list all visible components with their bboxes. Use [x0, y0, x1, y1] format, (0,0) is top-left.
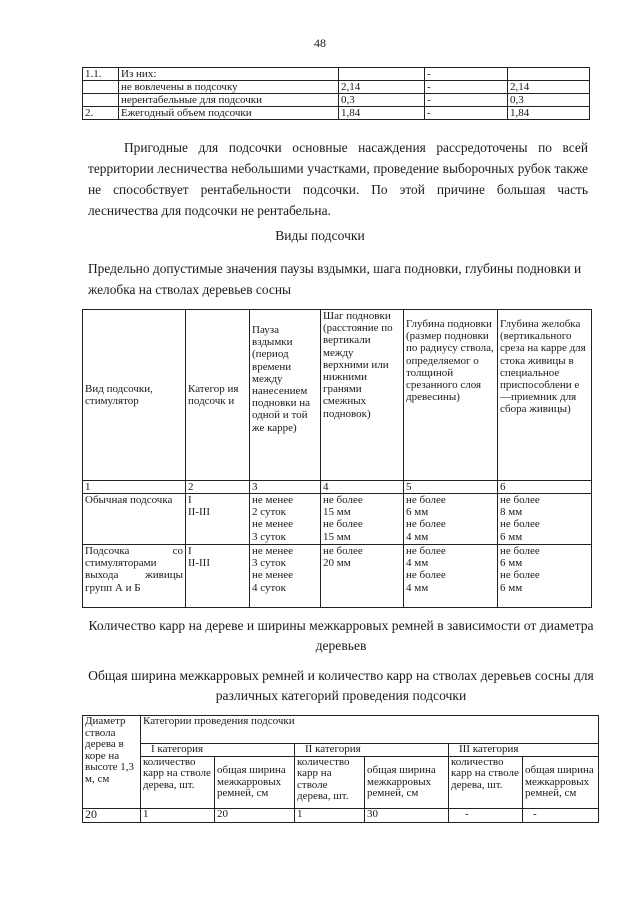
groove-cell: не более 8 мм не более 6 мм [498, 494, 592, 545]
sub-width: общая ширина межкарровых ремней, см [215, 756, 295, 808]
groove-cell: не более 6 мм не более 6 мм [498, 545, 592, 608]
row-number [83, 81, 119, 94]
header-row [83, 756, 599, 808]
column-number: 4 [321, 481, 404, 494]
step-cell: не более 15 мм не более 15 мм [321, 494, 404, 545]
header-groove: Глубина желобка (вертикального среза на карре для стока живицы в специальное приспособлени е —приемник для сбора живицы) [498, 310, 592, 481]
column-number: 3 [250, 481, 321, 494]
paragraph-limits: Предельно допустимые значения паузы вздымки, шага подновки, глубины подновки и желобка на стволах деревьев сосны [88, 261, 582, 297]
step-cell: не более 20 мм [321, 545, 404, 608]
value-cell: - [425, 107, 508, 120]
value-cell: - [425, 68, 508, 81]
tapping-parameters-table [82, 309, 592, 608]
row-number [83, 94, 119, 107]
value-cell: 1,84 [339, 107, 425, 120]
sub-count: количество карр на стволе дерева, шт. [295, 756, 365, 808]
header-step: Шаг подновки (расстояние по вертикали между верхними или нижними гранями смежных подновок) [321, 310, 404, 481]
value-cell [508, 68, 590, 81]
tapping-type: Подсочка со стимуляторами выхода живицы групп А и Б [83, 545, 186, 608]
sub-width: общая ширина межкарровых ремней, см [523, 756, 599, 808]
value-cell: 30 [365, 809, 449, 823]
table-row [83, 545, 592, 608]
value-cell: 0,3 [508, 94, 590, 107]
row-number: 2. [83, 107, 119, 120]
header-depth: Глубина подновки (размер подновки по радиусу ствола, определяемог о толщиной срезанного слоя древесины) [404, 310, 498, 481]
table-row [83, 107, 590, 120]
value-cell: - [523, 809, 599, 823]
value-cell: 20 [215, 809, 295, 823]
carres-table [82, 715, 599, 823]
header-row [83, 310, 592, 481]
value-cell: 2,14 [339, 81, 425, 94]
row-name: нерентабельные для подсочки [119, 94, 339, 107]
value-cell: 1 [295, 809, 365, 823]
depth-cell: не более 4 мм не более 4 мм [404, 545, 498, 608]
header-pause: Пауза вздымки (период времени между нанесением подновки на одной и той же карре) [250, 310, 321, 481]
row-name: Из них: [119, 68, 339, 81]
depth-cell: не более 6 мм не более 4 мм [404, 494, 498, 545]
tapping-type: Обычная подсочка [83, 494, 186, 545]
column-number: 5 [404, 481, 498, 494]
sub-count: количество карр на стволе дерева, шт. [141, 756, 215, 808]
category-1: I категория [141, 743, 295, 756]
heading-tapping-types: Виды подсочки [275, 228, 365, 243]
header-row [83, 716, 599, 744]
value-cell: - [449, 809, 523, 823]
column-number: 6 [498, 481, 592, 494]
row-number: 1.1. [83, 68, 119, 81]
table-row [83, 81, 590, 94]
column-numbers-row [83, 481, 592, 494]
pause-cell: не менее 2 суток не менее 3 суток [250, 494, 321, 545]
table-row [83, 809, 599, 823]
table-row [83, 494, 592, 545]
value-cell: - [425, 81, 508, 94]
value-cell [339, 68, 425, 81]
value-cell: 2,14 [508, 81, 590, 94]
header-category: Категор ия подсочк и [186, 310, 250, 481]
value-cell: 1,84 [508, 107, 590, 120]
page-number: 48 [314, 36, 326, 50]
value-cell: - [425, 94, 508, 107]
header-row [83, 743, 599, 756]
category-3: III категория [449, 743, 599, 756]
table-row [83, 68, 590, 81]
pause-cell: не менее 3 суток не менее 4 суток [250, 545, 321, 608]
heading-total-width: Общая ширина межкарровых ремней и количество карр на стволах деревьев сосны для различных категорий проведения подсочки [88, 668, 594, 703]
paragraph-profitability: Пригодные для подсочки основные насаждения рассредоточены по всей территории лесничества небольшими участками, проведение выборочных рубок также не способствует рентабельности подсочки. По этой причине большая часть лесничества для подсочки не рентабельна. [88, 140, 588, 218]
category-cell: I II-III [186, 494, 250, 545]
column-number: 2 [186, 481, 250, 494]
row-name: Ежегодный объем подсочки [119, 107, 339, 120]
volume-table [82, 67, 590, 120]
value-cell: 0,3 [339, 94, 425, 107]
sub-width: общая ширина межкарровых ремней, см [365, 756, 449, 808]
heading-carres-count: Количество карр на дереве и ширины межкарровых ремней в зависимости от диаметра деревьев [88, 618, 594, 653]
header-type: Вид подсочки, стимулятор [83, 310, 186, 481]
table-row [83, 94, 590, 107]
header-categories: Категории проведения подсочки [141, 716, 599, 744]
diameter-cell: 20 [83, 809, 141, 823]
category-cell: I II-III [186, 545, 250, 608]
category-2: II категория [295, 743, 449, 756]
header-diameter: Диаметр ствола дерева в коре на высоте 1,3 м, см [83, 716, 141, 809]
sub-count: количество карр на стволе дерева, шт. [449, 756, 523, 808]
value-cell: 1 [141, 809, 215, 823]
row-name: не вовлечены в подсочку [119, 81, 339, 94]
column-number: 1 [83, 481, 186, 494]
